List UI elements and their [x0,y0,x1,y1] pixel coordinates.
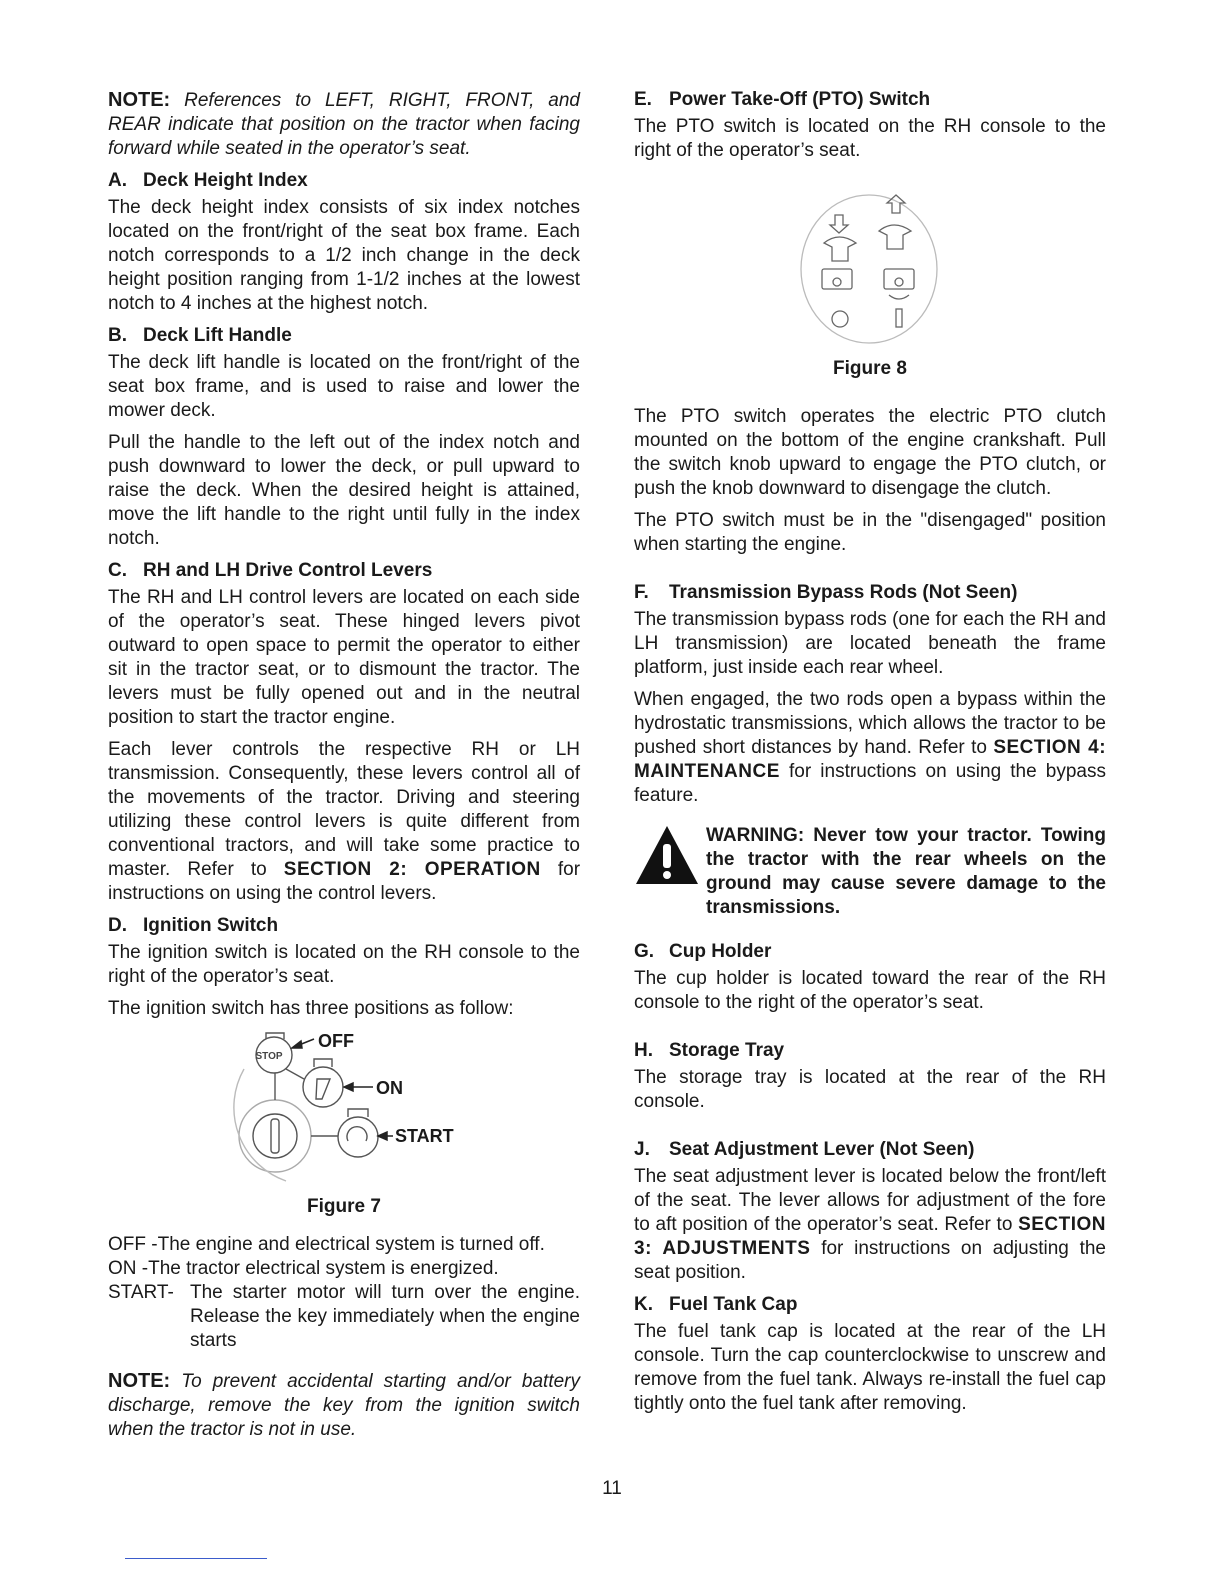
section-e-body-1: The PTO switch is located on the RH console to the right of the operator’s seat. [634,116,1106,161]
figure-7-label-start: START [395,1126,454,1146]
section-a-body: The deck height index consists of six index notches located on the front/right of the seat box frame. Each notch corresponds to a 1/2 inch change in the deck height position ranging from 1-1/2 inches at the lowest notch to 4 inches at the highest notch. [108,197,580,314]
section-j-body: The seat adjustment lever is located below the front/left of the seat. The lever allows for adjustment of the fore to aft position of the operator’s seat. Refer to SECTION 3: ADJUSTMENTS for instructions on adjusting the seat position. [634,1166,1107,1283]
section-4-reference: SECTION 4: MAINTENANCE [634,737,1107,782]
ignition-positions-list [108,1233,580,1353]
start-position-icon [338,1117,378,1157]
bottom-rule [125,1558,267,1559]
position-off: OFF - The engine and electrical system is turned off. [108,1234,545,1255]
disengage-arrow-icon [830,215,848,233]
figure-7-ignition-switch [108,1029,580,1189]
figure-8-pto-switch [634,191,1106,351]
section-2-reference: SECTION 2: OPERATION [283,859,541,880]
figure-7-caption: Figure 7 [307,1196,381,1217]
figure-8-caption: Figure 8 [833,358,907,379]
key-cylinder-icon [239,1100,311,1172]
note-text: References to LEFT, RIGHT, FRONT, and REAR indicate that position on the tractor when facing forward while seated in the operator’s seat. [108,90,581,159]
on-symbol-icon [896,309,902,327]
section-f-heading: F. Transmission Bypass Rods (Not Seen) [634,582,1018,603]
note-label: NOTE: [108,89,171,111]
section-e-heading: E. Power Take-Off (PTO) Switch [634,89,931,110]
right-column [634,88,1106,1424]
ignition-switch-diagram [108,1029,580,1189]
knob-up-icon [879,225,911,249]
section-b-body-1: The deck lift handle is located on the front/right of the seat box frame, and is used to raise and lower the mower deck. [108,352,580,421]
section-d-body-2: The ignition switch has three positions as follow: [108,998,514,1019]
section-h-heading: H. Storage Tray [634,1040,785,1061]
pto-switch-diagram [634,191,1106,351]
section-d-body-1: The ignition switch is located on the RH console to the right of the operator’s seat. [108,942,580,987]
on-position-icon [303,1067,343,1107]
section-a-heading: A. Deck Height Index [108,170,308,191]
position-start: START- The starter motor will turn over the engine. Release the key immediately when the engine starts [108,1282,580,1351]
knob-down-icon [824,237,856,261]
note-battery [108,1369,580,1442]
note-orientation [108,88,580,161]
section-b-heading: B. Deck Lift Handle [108,325,292,346]
section-c-body-1: The RH and LH control levers are located on each side of the operator’s seat. These hinged levers pivot outward to open space to permit the operator to either sit in the tractor seat, or to dismount the tractor. The levers must be fully opened out and in the neutral position to start the tractor engine. [108,587,580,728]
figure-7-label-off: OFF [318,1031,354,1051]
section-b-body-2: Pull the handle to the left out of the index notch and push downward to lower the deck, or pull upward to raise the deck. When the desired height is attained, move the lift handle to the right until fully in the index notch. [108,432,580,549]
pto-switch-outline [801,195,937,343]
warning-text: WARNING: Never tow your tractor. Towing the tractor with the rear wheels on the ground may cause severe damage to the transmissions. [706,825,1106,918]
section-c-heading: C. RH and LH Drive Control Levers [108,560,433,581]
section-3-reference: SECTION 3: ADJUSTMENTS [634,1214,1107,1259]
section-g-body: The cup holder is located toward the rear of the RH console to the right of the operator’s seat. [634,968,1106,1013]
note-text: To prevent accidental starting and/or battery discharge, remove the key from the ignition switch when the tractor is not in use. [108,1371,580,1440]
page-number: 11 [602,1478,622,1499]
stop-label: STOP [255,1051,283,1062]
section-j-heading: J. Seat Adjustment Lever (Not Seen) [634,1139,975,1160]
section-f-body-2: When engaged, the two rods open a bypass within the hydrostatic transmissions, which allows the tractor to be pushed short distances by hand. Refer to SECTION 4: MAINTENANCE for instructions on using the bypass feature. [634,689,1107,806]
position-on: ON - The tractor electrical system is energized. [108,1258,499,1279]
figure-7-label-on: ON [376,1078,403,1098]
section-k-body: The fuel tank cap is located at the rear of the LH console. Turn the cap counterclockwise to unscrew and remove from the fuel tank. Always re-install the fuel cap tightly onto the fuel tank after removing. [634,1321,1106,1414]
warning-box [634,824,1106,920]
section-g-heading: G. Cup Holder [634,941,772,962]
warning-triangle-icon [634,824,706,920]
section-k-heading: K. Fuel Tank Cap [634,1294,798,1315]
section-e-body-2: The PTO switch operates the electric PTO clutch mounted on the bottom of the engine crankshaft. Pull the switch knob upward to engage the PTO clutch, or push the knob downward to disengage the clutch. [634,406,1106,499]
section-h-body: The storage tray is located at the rear of the RH console. [634,1067,1106,1112]
section-c-body-2: Each lever controls the respective RH or LH transmission. Consequently, these levers control all of the movements of the tractor. Driving and steering utilizing these control levers is quite different from conventional tractors, and will take some practice to master. Refer to SECTION 2: OPERATION for instructions on using the control levers. [108,739,581,904]
off-symbol-icon [832,311,848,327]
section-e-body-3: The PTO switch must be in the "disengaged" position when starting the engine. [634,510,1106,555]
note-label: NOTE: [108,1370,171,1392]
section-d-heading: D. Ignition Switch [108,915,279,936]
section-f-body-1: The transmission bypass rods (one for each the RH and LH transmission) are located beneath the frame platform, just inside each rear wheel. [634,609,1106,678]
left-column [108,88,580,1450]
